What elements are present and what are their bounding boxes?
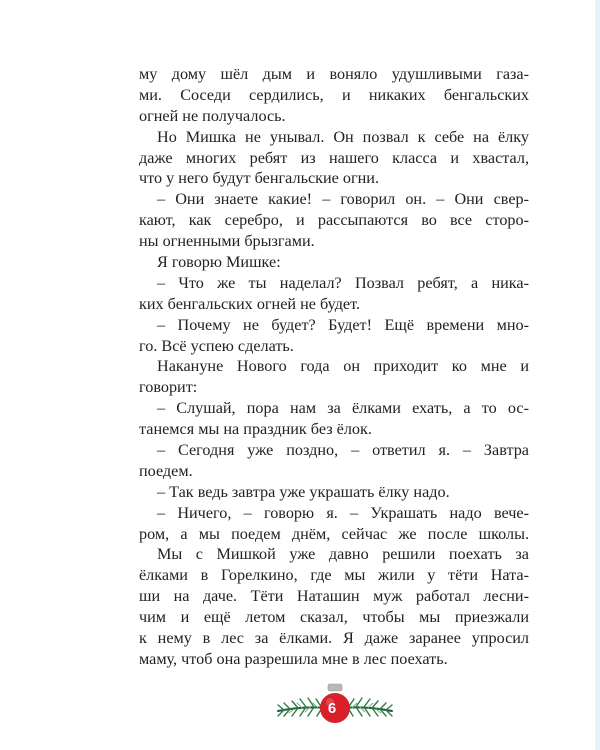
text-line: чим и ещё летом сказал, чтобы мы приезжали bbox=[139, 608, 529, 627]
text-line: поедем. bbox=[139, 461, 193, 480]
text-line: к нему в лес за ёлками. Я даже заранее упросил bbox=[139, 629, 529, 648]
text-line: говорит: bbox=[139, 378, 198, 397]
text-line: маму, чтоб она разрешила мне в лес поехать. bbox=[139, 649, 448, 668]
text-line: ны огненными брызгами. bbox=[139, 232, 315, 251]
text-line: – Так ведь завтра уже украшать ёлку надо. bbox=[157, 482, 450, 501]
text-line: ёлками в Горелкино, где мы жили у тёти Ната- bbox=[139, 566, 529, 585]
text-line: Накануне Нового года он приходит ко мне и bbox=[157, 357, 529, 376]
text-line: ми. Соседи сердились, и никаких бенгальских bbox=[139, 85, 529, 104]
text-line: огней не получалось. bbox=[139, 106, 286, 125]
text-line: танемся мы на праздник без ёлок. bbox=[139, 420, 372, 439]
text-line: – Почему не будет? Будет! Ещё времени мно- bbox=[157, 315, 529, 334]
text-line: го. Всё успею сделать. bbox=[139, 336, 294, 355]
text-line: даже многих ребят из нашего класса и хвастал, bbox=[139, 148, 529, 167]
text-line: – Что же ты наделал? Позвал ребят, а ника- bbox=[157, 273, 529, 292]
text-line: Я говорю Мишке: bbox=[157, 253, 281, 272]
text-line: ких бенгальских огней не будет. bbox=[139, 294, 361, 313]
text-line: что у него будут бенгальские огни. bbox=[139, 169, 379, 188]
page-number: 6 bbox=[327, 700, 337, 717]
book-text bbox=[139, 64, 529, 670]
text-line: Но Мишка не унывал. Он позвал к себе на ёлку bbox=[157, 127, 529, 146]
page-edge-strip bbox=[595, 0, 600, 750]
text-line: – Они знаете какие! – говорил он. – Они свер- bbox=[157, 190, 529, 209]
text-line: ром, а мы поедем днём, сейчас же после школы. bbox=[139, 524, 529, 543]
text-line: кают, как серебро, и рассыпаются во все сторо- bbox=[139, 211, 529, 230]
text-line: – Ничего, – говорю я. – Украшать надо вечe- bbox=[157, 503, 529, 522]
text-line: – Слушай, пора нам за ёлками ехать, а то ос- bbox=[157, 399, 529, 418]
text-line: – Сегодня уже поздно, – ответил я. – Завтра bbox=[157, 441, 529, 460]
page-footer bbox=[270, 683, 400, 733]
text-line: ши на даче. Тёти Наташин муж работал лесни- bbox=[139, 587, 529, 606]
text-line: му дому шёл дым и воняло удушливыми газа- bbox=[139, 65, 529, 83]
text-line: Мы с Мишкой уже давно решили поехать за bbox=[157, 545, 529, 564]
